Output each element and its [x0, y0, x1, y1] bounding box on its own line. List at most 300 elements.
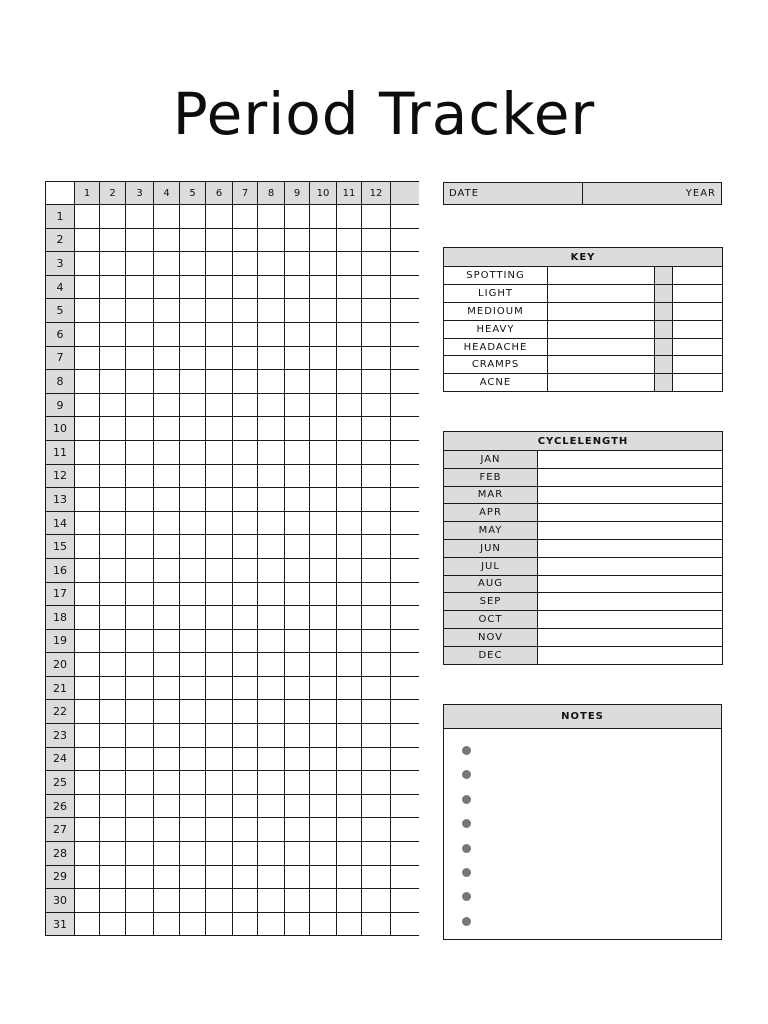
tracker-cell[interactable] — [154, 771, 180, 795]
tracker-cell[interactable] — [126, 582, 154, 606]
tracker-cell[interactable] — [154, 700, 180, 724]
tracker-cell[interactable] — [180, 653, 206, 677]
cycle-length-input[interactable] — [538, 611, 723, 629]
tracker-cell[interactable] — [180, 322, 206, 346]
tracker-cell[interactable] — [154, 511, 180, 535]
tracker-cell[interactable] — [310, 488, 337, 512]
tracker-cell[interactable] — [126, 228, 154, 252]
tracker-cell[interactable] — [126, 771, 154, 795]
key-extra-cell[interactable] — [673, 267, 723, 285]
tracker-cell[interactable] — [75, 346, 100, 370]
tracker-cell[interactable] — [206, 393, 233, 417]
tracker-cell[interactable] — [126, 889, 154, 913]
tracker-cell[interactable] — [100, 629, 126, 653]
tracker-cell[interactable] — [310, 393, 337, 417]
tracker-cell[interactable] — [337, 322, 362, 346]
tracker-cell[interactable] — [75, 865, 100, 889]
tracker-cell[interactable] — [154, 488, 180, 512]
tracker-cell[interactable] — [154, 865, 180, 889]
tracker-cell[interactable] — [337, 417, 362, 441]
tracker-cell[interactable] — [362, 370, 391, 394]
key-symbol-cell[interactable] — [548, 267, 655, 285]
tracker-cell[interactable] — [206, 912, 233, 936]
tracker-cell[interactable] — [310, 676, 337, 700]
tracker-cell[interactable] — [180, 370, 206, 394]
tracker-cell[interactable] — [100, 889, 126, 913]
key-extra-cell[interactable] — [673, 320, 723, 338]
tracker-cell[interactable] — [206, 865, 233, 889]
tracker-cell[interactable] — [126, 440, 154, 464]
tracker-cell[interactable] — [310, 299, 337, 323]
tracker-cell[interactable] — [100, 794, 126, 818]
tracker-cell[interactable] — [154, 228, 180, 252]
cycle-length-input[interactable] — [538, 539, 723, 557]
tracker-cell[interactable] — [310, 653, 337, 677]
tracker-cell[interactable] — [337, 205, 362, 229]
tracker-cell[interactable] — [206, 488, 233, 512]
tracker-cell[interactable] — [391, 653, 419, 677]
tracker-cell[interactable] — [310, 370, 337, 394]
tracker-cell[interactable] — [362, 417, 391, 441]
tracker-cell[interactable] — [337, 299, 362, 323]
cycle-length-input[interactable] — [538, 451, 723, 469]
tracker-cell[interactable] — [310, 629, 337, 653]
tracker-cell[interactable] — [258, 700, 285, 724]
tracker-cell[interactable] — [206, 606, 233, 630]
cycle-length-input[interactable] — [538, 522, 723, 540]
tracker-cell[interactable] — [285, 653, 310, 677]
tracker-cell[interactable] — [75, 393, 100, 417]
tracker-cell[interactable] — [75, 818, 100, 842]
tracker-cell[interactable] — [337, 606, 362, 630]
tracker-cell[interactable] — [75, 653, 100, 677]
tracker-cell[interactable] — [310, 417, 337, 441]
tracker-cell[interactable] — [100, 818, 126, 842]
tracker-cell[interactable] — [391, 299, 419, 323]
tracker-cell[interactable] — [126, 252, 154, 276]
tracker-cell[interactable] — [100, 771, 126, 795]
tracker-cell[interactable] — [233, 842, 258, 866]
tracker-cell[interactable] — [362, 653, 391, 677]
tracker-cell[interactable] — [285, 747, 310, 771]
tracker-cell[interactable] — [180, 747, 206, 771]
tracker-cell[interactable] — [206, 275, 233, 299]
tracker-cell[interactable] — [206, 252, 233, 276]
tracker-cell[interactable] — [258, 889, 285, 913]
tracker-cell[interactable] — [258, 794, 285, 818]
tracker-cell[interactable] — [206, 724, 233, 748]
tracker-cell[interactable] — [258, 370, 285, 394]
tracker-cell[interactable] — [233, 818, 258, 842]
tracker-cell[interactable] — [310, 771, 337, 795]
tracker-cell[interactable] — [258, 818, 285, 842]
tracker-cell[interactable] — [126, 275, 154, 299]
tracker-cell[interactable] — [75, 582, 100, 606]
tracker-cell[interactable] — [126, 205, 154, 229]
tracker-cell[interactable] — [233, 558, 258, 582]
tracker-cell[interactable] — [285, 794, 310, 818]
tracker-cell[interactable] — [310, 464, 337, 488]
tracker-cell[interactable] — [154, 629, 180, 653]
tracker-cell[interactable] — [362, 464, 391, 488]
key-extra-cell[interactable] — [673, 356, 723, 374]
tracker-cell[interactable] — [310, 606, 337, 630]
tracker-cell[interactable] — [310, 275, 337, 299]
tracker-cell[interactable] — [154, 205, 180, 229]
tracker-cell[interactable] — [285, 582, 310, 606]
tracker-cell[interactable] — [362, 606, 391, 630]
tracker-cell[interactable] — [100, 747, 126, 771]
tracker-cell[interactable] — [337, 889, 362, 913]
tracker-cell[interactable] — [391, 440, 419, 464]
tracker-cell[interactable] — [285, 724, 310, 748]
tracker-cell[interactable] — [285, 676, 310, 700]
tracker-cell[interactable] — [126, 299, 154, 323]
tracker-cell[interactable] — [337, 558, 362, 582]
tracker-cell[interactable] — [126, 629, 154, 653]
key-symbol-cell[interactable] — [548, 338, 655, 356]
tracker-cell[interactable] — [258, 511, 285, 535]
cycle-length-input[interactable] — [538, 593, 723, 611]
tracker-cell[interactable] — [391, 511, 419, 535]
tracker-cell[interactable] — [391, 205, 419, 229]
tracker-cell[interactable] — [180, 488, 206, 512]
tracker-cell[interactable] — [180, 346, 206, 370]
tracker-cell[interactable] — [233, 606, 258, 630]
tracker-cell[interactable] — [126, 370, 154, 394]
tracker-cell[interactable] — [233, 629, 258, 653]
tracker-cell[interactable] — [310, 346, 337, 370]
tracker-cell[interactable] — [337, 275, 362, 299]
tracker-cell[interactable] — [391, 818, 419, 842]
tracker-cell[interactable] — [337, 252, 362, 276]
tracker-cell[interactable] — [180, 535, 206, 559]
tracker-cell[interactable] — [75, 205, 100, 229]
tracker-cell[interactable] — [100, 205, 126, 229]
tracker-cell[interactable] — [206, 700, 233, 724]
tracker-cell[interactable] — [362, 488, 391, 512]
tracker-cell[interactable] — [337, 346, 362, 370]
tracker-cell[interactable] — [285, 558, 310, 582]
tracker-cell[interactable] — [285, 842, 310, 866]
tracker-cell[interactable] — [362, 865, 391, 889]
tracker-cell[interactable] — [233, 228, 258, 252]
tracker-cell[interactable] — [100, 299, 126, 323]
tracker-cell[interactable] — [100, 700, 126, 724]
tracker-cell[interactable] — [337, 676, 362, 700]
tracker-cell[interactable] — [206, 370, 233, 394]
tracker-cell[interactable] — [362, 393, 391, 417]
tracker-cell[interactable] — [285, 889, 310, 913]
tracker-cell[interactable] — [310, 535, 337, 559]
tracker-cell[interactable] — [362, 676, 391, 700]
tracker-cell[interactable] — [391, 606, 419, 630]
tracker-cell[interactable] — [75, 417, 100, 441]
tracker-cell[interactable] — [180, 205, 206, 229]
tracker-cell[interactable] — [75, 700, 100, 724]
tracker-cell[interactable] — [180, 393, 206, 417]
tracker-cell[interactable] — [233, 299, 258, 323]
tracker-cell[interactable] — [75, 771, 100, 795]
tracker-cell[interactable] — [154, 558, 180, 582]
tracker-cell[interactable] — [206, 889, 233, 913]
tracker-cell[interactable] — [180, 676, 206, 700]
tracker-cell[interactable] — [285, 464, 310, 488]
tracker-cell[interactable] — [233, 912, 258, 936]
tracker-cell[interactable] — [258, 747, 285, 771]
tracker-cell[interactable] — [337, 582, 362, 606]
tracker-cell[interactable] — [391, 535, 419, 559]
tracker-cell[interactable] — [258, 299, 285, 323]
tracker-cell[interactable] — [391, 629, 419, 653]
tracker-cell[interactable] — [180, 842, 206, 866]
tracker-cell[interactable] — [100, 865, 126, 889]
tracker-cell[interactable] — [154, 370, 180, 394]
tracker-cell[interactable] — [75, 912, 100, 936]
tracker-cell[interactable] — [362, 440, 391, 464]
tracker-cell[interactable] — [258, 440, 285, 464]
tracker-cell[interactable] — [75, 535, 100, 559]
tracker-cell[interactable] — [337, 228, 362, 252]
tracker-cell[interactable] — [154, 299, 180, 323]
tracker-cell[interactable] — [154, 464, 180, 488]
tracker-cell[interactable] — [180, 724, 206, 748]
key-extra-cell[interactable] — [673, 338, 723, 356]
tracker-cell[interactable] — [258, 724, 285, 748]
tracker-cell[interactable] — [310, 912, 337, 936]
tracker-cell[interactable] — [206, 582, 233, 606]
tracker-cell[interactable] — [391, 464, 419, 488]
tracker-cell[interactable] — [391, 842, 419, 866]
tracker-cell[interactable] — [391, 417, 419, 441]
tracker-cell[interactable] — [126, 653, 154, 677]
tracker-cell[interactable] — [391, 488, 419, 512]
cycle-length-input[interactable] — [538, 557, 723, 575]
tracker-cell[interactable] — [258, 488, 285, 512]
tracker-cell[interactable] — [154, 676, 180, 700]
tracker-cell[interactable] — [285, 275, 310, 299]
key-symbol-cell[interactable] — [548, 356, 655, 374]
tracker-cell[interactable] — [180, 889, 206, 913]
tracker-cell[interactable] — [310, 724, 337, 748]
tracker-cell[interactable] — [126, 747, 154, 771]
tracker-cell[interactable] — [285, 322, 310, 346]
tracker-cell[interactable] — [180, 228, 206, 252]
tracker-cell[interactable] — [180, 275, 206, 299]
tracker-cell[interactable] — [126, 488, 154, 512]
tracker-cell[interactable] — [233, 724, 258, 748]
tracker-cell[interactable] — [233, 370, 258, 394]
tracker-cell[interactable] — [100, 488, 126, 512]
tracker-cell[interactable] — [391, 724, 419, 748]
tracker-cell[interactable] — [337, 842, 362, 866]
tracker-cell[interactable] — [310, 228, 337, 252]
tracker-cell[interactable] — [258, 393, 285, 417]
tracker-cell[interactable] — [233, 417, 258, 441]
tracker-cell[interactable] — [233, 771, 258, 795]
tracker-cell[interactable] — [391, 889, 419, 913]
tracker-cell[interactable] — [100, 275, 126, 299]
tracker-cell[interactable] — [206, 747, 233, 771]
tracker-cell[interactable] — [154, 653, 180, 677]
tracker-cell[interactable] — [206, 464, 233, 488]
tracker-cell[interactable] — [258, 558, 285, 582]
tracker-cell[interactable] — [206, 558, 233, 582]
tracker-cell[interactable] — [206, 346, 233, 370]
tracker-cell[interactable] — [154, 724, 180, 748]
tracker-cell[interactable] — [180, 440, 206, 464]
tracker-cell[interactable] — [100, 346, 126, 370]
tracker-cell[interactable] — [75, 440, 100, 464]
tracker-cell[interactable] — [362, 582, 391, 606]
tracker-cell[interactable] — [206, 511, 233, 535]
tracker-cell[interactable] — [126, 794, 154, 818]
tracker-cell[interactable] — [310, 558, 337, 582]
tracker-cell[interactable] — [285, 511, 310, 535]
tracker-cell[interactable] — [391, 747, 419, 771]
key-symbol-cell[interactable] — [548, 320, 655, 338]
tracker-cell[interactable] — [180, 818, 206, 842]
tracker-cell[interactable] — [258, 865, 285, 889]
tracker-cell[interactable] — [100, 252, 126, 276]
tracker-cell[interactable] — [285, 535, 310, 559]
tracker-cell[interactable] — [233, 275, 258, 299]
tracker-cell[interactable] — [258, 346, 285, 370]
tracker-cell[interactable] — [206, 417, 233, 441]
tracker-cell[interactable] — [233, 511, 258, 535]
tracker-cell[interactable] — [154, 252, 180, 276]
tracker-cell[interactable] — [337, 724, 362, 748]
tracker-cell[interactable] — [75, 299, 100, 323]
tracker-cell[interactable] — [75, 558, 100, 582]
tracker-cell[interactable] — [126, 511, 154, 535]
tracker-cell[interactable] — [75, 747, 100, 771]
tracker-cell[interactable] — [337, 794, 362, 818]
tracker-cell[interactable] — [310, 700, 337, 724]
tracker-cell[interactable] — [75, 511, 100, 535]
tracker-cell[interactable] — [126, 464, 154, 488]
tracker-cell[interactable] — [391, 346, 419, 370]
cycle-length-input[interactable] — [538, 575, 723, 593]
tracker-cell[interactable] — [206, 771, 233, 795]
tracker-cell[interactable] — [180, 252, 206, 276]
key-extra-cell[interactable] — [673, 284, 723, 302]
tracker-cell[interactable] — [391, 275, 419, 299]
tracker-cell[interactable] — [233, 205, 258, 229]
tracker-cell[interactable] — [154, 794, 180, 818]
tracker-cell[interactable] — [258, 653, 285, 677]
tracker-cell[interactable] — [337, 393, 362, 417]
tracker-cell[interactable] — [206, 653, 233, 677]
cycle-length-input[interactable] — [538, 646, 723, 664]
tracker-cell[interactable] — [362, 205, 391, 229]
tracker-cell[interactable] — [310, 322, 337, 346]
tracker-cell[interactable] — [154, 889, 180, 913]
tracker-cell[interactable] — [100, 606, 126, 630]
key-extra-cell[interactable] — [673, 374, 723, 392]
tracker-cell[interactable] — [362, 252, 391, 276]
tracker-cell[interactable] — [180, 464, 206, 488]
tracker-cell[interactable] — [391, 865, 419, 889]
tracker-cell[interactable] — [258, 912, 285, 936]
tracker-cell[interactable] — [233, 865, 258, 889]
tracker-cell[interactable] — [100, 440, 126, 464]
tracker-cell[interactable] — [75, 794, 100, 818]
tracker-cell[interactable] — [154, 393, 180, 417]
tracker-cell[interactable] — [75, 676, 100, 700]
tracker-cell[interactable] — [75, 275, 100, 299]
tracker-cell[interactable] — [100, 558, 126, 582]
tracker-cell[interactable] — [337, 818, 362, 842]
tracker-cell[interactable] — [126, 535, 154, 559]
tracker-cell[interactable] — [233, 346, 258, 370]
tracker-cell[interactable] — [362, 629, 391, 653]
tracker-cell[interactable] — [100, 582, 126, 606]
tracker-cell[interactable] — [100, 511, 126, 535]
tracker-cell[interactable] — [233, 700, 258, 724]
tracker-cell[interactable] — [337, 629, 362, 653]
tracker-cell[interactable] — [180, 299, 206, 323]
tracker-cell[interactable] — [100, 653, 126, 677]
tracker-cell[interactable] — [100, 842, 126, 866]
tracker-cell[interactable] — [337, 464, 362, 488]
tracker-cell[interactable] — [362, 346, 391, 370]
tracker-cell[interactable] — [154, 440, 180, 464]
tracker-cell[interactable] — [258, 771, 285, 795]
tracker-cell[interactable] — [233, 440, 258, 464]
tracker-cell[interactable] — [206, 322, 233, 346]
tracker-cell[interactable] — [100, 676, 126, 700]
tracker-cell[interactable] — [206, 842, 233, 866]
tracker-cell[interactable] — [206, 228, 233, 252]
tracker-cell[interactable] — [362, 842, 391, 866]
tracker-cell[interactable] — [126, 724, 154, 748]
tracker-cell[interactable] — [337, 370, 362, 394]
tracker-cell[interactable] — [337, 747, 362, 771]
tracker-cell[interactable] — [310, 440, 337, 464]
tracker-cell[interactable] — [126, 417, 154, 441]
tracker-cell[interactable] — [233, 535, 258, 559]
tracker-cell[interactable] — [126, 912, 154, 936]
tracker-cell[interactable] — [75, 464, 100, 488]
tracker-cell[interactable] — [206, 676, 233, 700]
tracker-cell[interactable] — [310, 511, 337, 535]
tracker-cell[interactable] — [100, 322, 126, 346]
tracker-cell[interactable] — [100, 393, 126, 417]
key-symbol-cell[interactable] — [548, 284, 655, 302]
tracker-cell[interactable] — [258, 842, 285, 866]
tracker-cell[interactable] — [180, 511, 206, 535]
tracker-cell[interactable] — [258, 676, 285, 700]
tracker-cell[interactable] — [75, 370, 100, 394]
tracker-cell[interactable] — [337, 535, 362, 559]
tracker-cell[interactable] — [180, 794, 206, 818]
tracker-cell[interactable] — [362, 889, 391, 913]
tracker-cell[interactable] — [233, 464, 258, 488]
tracker-cell[interactable] — [337, 771, 362, 795]
tracker-cell[interactable] — [285, 370, 310, 394]
tracker-cell[interactable] — [391, 582, 419, 606]
tracker-cell[interactable] — [75, 606, 100, 630]
tracker-cell[interactable] — [391, 700, 419, 724]
tracker-cell[interactable] — [233, 794, 258, 818]
tracker-cell[interactable] — [285, 818, 310, 842]
tracker-cell[interactable] — [310, 889, 337, 913]
tracker-cell[interactable] — [258, 464, 285, 488]
tracker-cell[interactable] — [206, 535, 233, 559]
tracker-cell[interactable] — [233, 252, 258, 276]
tracker-cell[interactable] — [100, 912, 126, 936]
